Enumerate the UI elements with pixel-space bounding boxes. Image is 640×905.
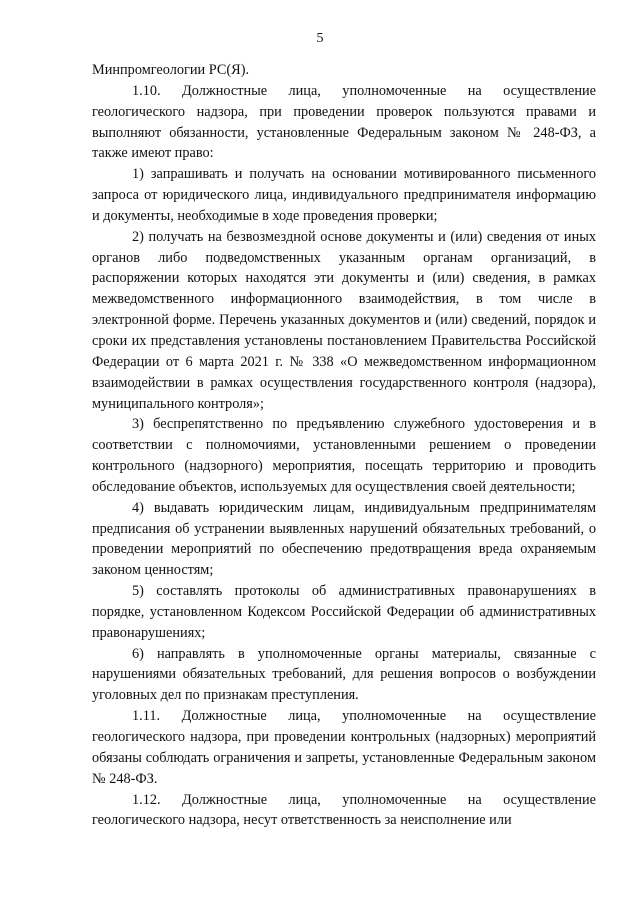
paragraph-item-6: 6) направлять в уполномоченные органы материалы, связанные с нарушениями обязательных требований, для решения вопросов о возбуждении уголовных дел по признакам преступления.	[92, 645, 596, 704]
paragraph-1-11: 1.11. Должностные лица, уполномоченные на осуществление геологического надзора, при проведении контрольных (надзорных) мероприятий обязаны соблюдать ограничения и запреты, установленные Федеральным законом № 248-ФЗ.	[92, 708, 596, 787]
paragraph-1-12: 1.12. Должностные лица, уполномоченные на осуществление геологического надзора, несут ответственность за неисполнение или	[92, 791, 596, 829]
paragraph-continuation: Минпромгеологии РС(Я).	[92, 62, 250, 78]
paragraph-item-1: 1) запрашивать и получать на основании мотивированного письменного запроса от юридического лица, индивидуального предпринимателя информацию и документы, необходимые в ходе проведения проверки;	[92, 166, 596, 224]
paragraph-item-3: 3) беспрепятственно по предъявлению служебного удостоверения и в соответствии с полномочиями, установленными решением о проведении контрольного (надзорного) мероприятия, посещать территорию и проводить обследование объектов, используемых для осуществления своей деятельности;	[92, 416, 596, 495]
page-number: 5	[316, 31, 324, 46]
paragraph-item-5: 5) составлять протоколы об административных правонарушениях в порядке, установленном Кодексом Российской Федерации об административных правонарушениях;	[92, 583, 596, 641]
paragraph-item-2: 2) получать на безвозмездной основе документы и (или) сведения от иных органов либо подведомственных указанным органам организаций, в распоряжении которых находятся эти документы и (или) сведения, в рамках межведомственного информационного взаимодействия, в том числе в электронной форме. Перечень указанных документов и (или) сведений, порядок и сроки их представления установлены постановлением Правительства Российской Федерации от 6 марта 2021 г. № 338 «О межведомственном информационном взаимодействии в рамках осуществления государственного контроля (надзора), муниципального контроля»;	[92, 228, 596, 412]
paragraph-1-10: 1.10. Должностные лица, уполномоченные на осуществление геологического надзора, при проведении проверок пользуются правами и выполняют обязанности, установленные Федеральным законом № 248-ФЗ, а также имеют право:	[92, 82, 596, 162]
paragraph-item-4: 4) выдавать юридическим лицам, индивидуальным предпринимателям предписания об устранении выявленных нарушений обязательных требований, о проведении мероприятий по обеспечению предотвращения вреда охраняемым законом ценностям;	[92, 499, 596, 579]
document-body	[92, 60, 596, 831]
